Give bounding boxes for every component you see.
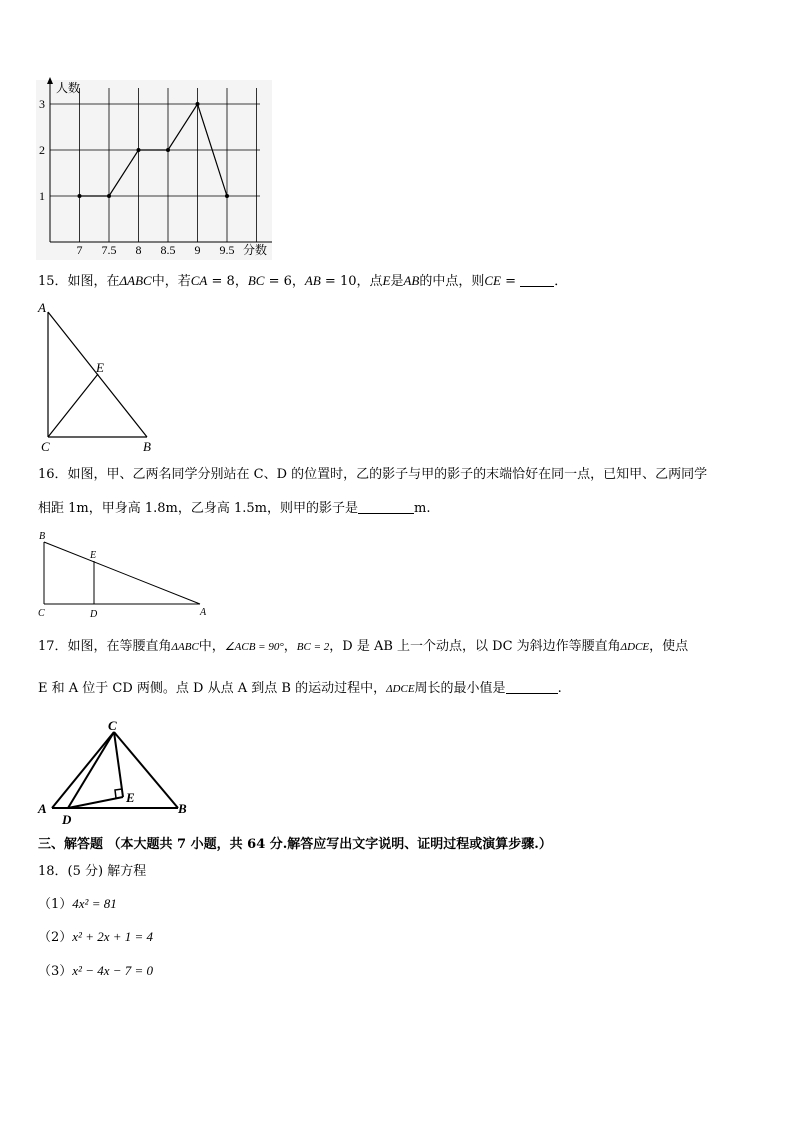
q16-label-c: C [38,608,45,619]
line-chart [28,76,278,262]
q17-label-a: A [38,801,47,816]
q15-text: 是 [390,274,404,289]
chart-x-tick-label: 9.5 [219,243,235,257]
q17-label-c: C [108,718,117,733]
chart-data-point [78,194,82,198]
q17-label-b: B [178,801,187,816]
q15-answer-blank[interactable] [520,286,554,287]
q18-p2-number: （2） [38,930,73,945]
q16-text: 16．如图，甲、乙两名同学分别站在 C、D 的位置时，乙的影子与甲的影子的末端恰好在同一点，已知甲、乙两同学 [38,467,708,482]
q15-median-ce [48,374,98,437]
q16-label-b: B [39,531,46,542]
chart-data-point [225,194,229,198]
q17-text: ，使点 [649,639,689,654]
chart-y-tick-label: 3 [39,97,45,111]
q17-text: 17．如图，在等腰直角 [38,639,172,654]
q15-sep: ， [291,274,305,289]
q15-e: E [382,273,391,288]
q15-bc: BC [247,273,265,288]
q17-sep: ， [283,639,297,654]
q18-p1-number: （1） [38,897,73,912]
q17-segment-de [68,797,123,808]
question-18-part3 [38,964,153,978]
q18-p2-equation: x² + 2x + 1 = 4 [72,929,154,944]
q15-label-e: E [96,360,104,375]
q15-label-a: A [38,300,46,315]
q15-ce: CE [484,273,502,288]
q15-label-c: C [41,439,50,454]
q16-text: 相距 1m，甲身高 1.8m，乙身高 1.5m，则甲的影子是 [38,501,358,516]
q18-p1-equation: 4x² = 81 [72,896,117,911]
question-18-title [38,865,146,878]
question-18-part1 [38,897,117,911]
q17-label-e: E [126,790,135,805]
q16-answer-blank[interactable] [358,513,414,514]
question-16-line1 [38,468,707,481]
q17-label-d: D [62,812,72,827]
chart-data-point [137,148,141,152]
q15-ab-value: = 10 [320,274,357,289]
q15-ca: CA [190,273,208,288]
q17-end: . [557,681,562,696]
question-16-line2 [38,502,430,515]
q15-text: 15．如图，在 [38,274,120,289]
chart-data-point [107,194,111,198]
chart-x-tick-label: 9 [194,243,201,257]
q17-triangle-dce: ΔDCE [620,641,650,653]
q15-ca-value: = 8 [207,274,235,289]
q15-ab: AB [403,273,420,288]
q15-label-b: B [143,439,151,454]
chart-x-tick-label: 8.5 [160,243,176,257]
q16-label-e: E [90,550,97,561]
q16-figure [34,528,214,620]
q18-p3-equation: x² − 4x − 7 = 0 [72,963,154,978]
q17-segment-cd [68,732,114,808]
chart-x-tick-label: 8 [135,243,142,257]
chart-y-tick-label: 1 [39,189,45,203]
q15-ce-eq: = [501,274,521,289]
chart-x-tick-label: 7.5 [101,243,117,257]
q17-triangle-dce: ΔDCE [386,683,415,695]
q15-text: 的中点，则 [419,274,485,289]
q17-angle: ∠ACB = 90° [224,641,284,653]
q16-label-a: A [200,607,207,618]
chart-y-tick-label: 2 [39,143,45,157]
chart-data-point [166,148,170,152]
question-18-part2 [38,930,153,944]
q15-bc-value: = 6 [264,274,292,289]
q15-triangle: ΔABC [119,273,152,288]
q18-title-text: 18．(5 分) 解方程 [38,864,147,879]
q15-figure [34,300,164,456]
q16-label-d: D [90,609,98,620]
q15-sep: ， [234,274,248,289]
q17-figure [34,718,194,828]
q16-unit: m. [414,501,431,516]
q18-p3-number: （3） [38,964,73,979]
q17-text: 周长的最小值是 [414,681,506,696]
section-3-heading [38,838,552,851]
q15-ab: AB [304,273,321,288]
q17-text: E 和 A 位于 CD 两侧。点 D 从点 A 到点 B 的运动过程中， [38,681,387,696]
question-17-line1 [38,640,688,653]
q17-text: ，D 是 AB 上一个动点，以 DC 为斜边作等腰直角 [329,639,621,654]
q17-triangle-abc: ΔABC [171,641,199,653]
q16-shadow-line [44,542,200,604]
section-3-heading-text: 三、解答题 （本大题共 7 小题，共 64 分.解答应写出文字说明、证明过程或演算步骤.） [38,837,552,852]
chart-x-label: 分数 [243,243,268,257]
chart-y-label: 人数 [56,81,81,95]
chart-data-point [196,102,200,106]
q17-side-ac [52,732,114,808]
question-15 [38,274,567,288]
q17-answer-blank[interactable] [506,693,558,694]
q15-end: ． [554,274,568,289]
q15-text: 中，若 [151,274,191,289]
q15-text: ，点 [356,274,383,289]
chart-x-tick-label: 7 [76,243,83,257]
q17-text: 中， [198,639,225,654]
question-17-line2 [38,682,562,695]
q17-bc: BC = 2 [296,641,330,653]
